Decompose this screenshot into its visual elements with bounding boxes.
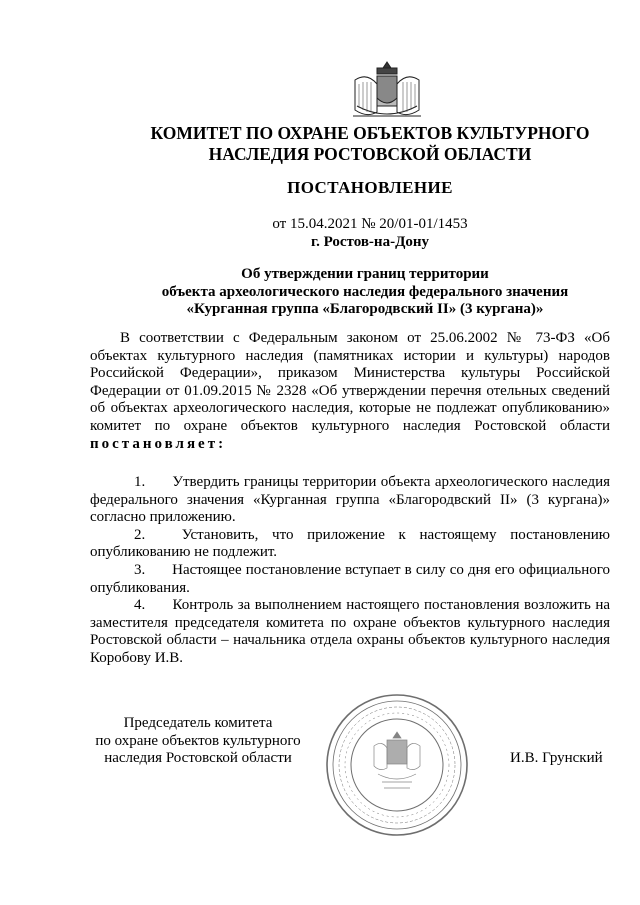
date-and-number-block xyxy=(200,215,540,251)
item-number: 4. xyxy=(134,597,146,614)
subject-line-1: Об утверждении границ территории xyxy=(241,266,489,282)
list-item xyxy=(90,597,610,667)
signatory-name: И.В. Грунский xyxy=(510,750,603,766)
subject-line-3: «Курганная группа «Благородвский II» (3 кургана)» xyxy=(186,301,544,317)
item-text: Установить, что приложение к настоящему постановлению опубликованию не подлежит. xyxy=(90,526,610,561)
preamble-paragraph xyxy=(90,330,610,453)
list-item xyxy=(90,527,610,562)
official-seal-stamp xyxy=(322,690,472,840)
org-line-2: НАСЛЕДИЯ РОСТОВСКОЙ ОБЛАСТИ xyxy=(208,144,532,164)
preamble-text: В соответствии с Федеральным законом от 25.06.2002 № 73-ФЗ «Об объектах культурного наследия (памятниках истории и культуры) народов Российской Федерации», приказом Министерства культуры Российской Федерации от 01.09.2015 № 2328 «Об утверждении перечня отельных сведений об объектах археологического наследия, которые не подлежат опубликованию» комитет по охране объектов культурного наследия Ростовской области xyxy=(90,330,610,434)
item-number: 1. xyxy=(134,474,146,490)
subject-line-2: объекта археологического наследия федерального значения xyxy=(161,283,569,300)
signatory-title-line-1: Председатель комитета xyxy=(123,715,273,731)
signatory-title-line-2: по охране объектов культурного xyxy=(95,732,301,749)
document-subject xyxy=(95,266,635,319)
item-text: Утвердить границы территории объекта археологического наследия федерального значения «Курганная группа «Благородвский II» (3 кургана)» согласно приложению. xyxy=(90,474,610,526)
item-text: Настоящее постановление вступает в силу со дня его официального опубликования. xyxy=(90,561,610,596)
item-number: 3. xyxy=(134,561,146,578)
city: г. Ростов-на-Дону xyxy=(310,234,430,250)
item-number: 2. xyxy=(134,526,146,543)
list-item xyxy=(90,562,610,597)
list-item xyxy=(90,474,610,527)
organization-name xyxy=(0,123,640,165)
date-number: от 15.04.2021 № 20/01-01/1453 xyxy=(272,216,468,232)
signatory-title xyxy=(88,715,308,768)
coat-of-arms-emblem xyxy=(347,58,427,122)
document-type: ПОСТАНОВЛЕНИЕ xyxy=(287,178,453,197)
resolution-items xyxy=(90,474,610,668)
item-text: Контроль за выполнением настоящего постановления возложить на заместителя председателя комитета по охране объектов культурного наследия Ростовской области – начальника отдела охраны объектов культурного наследия Коробову И.В. xyxy=(90,597,611,666)
signatory-title-line-3: наследия Ростовской области xyxy=(104,750,292,767)
resolves-word: постановляет: xyxy=(90,435,227,452)
org-line-1: КОМИТЕТ ПО ОХРАНЕ ОБЪЕКТОВ КУЛЬТУРНОГО xyxy=(150,123,590,143)
